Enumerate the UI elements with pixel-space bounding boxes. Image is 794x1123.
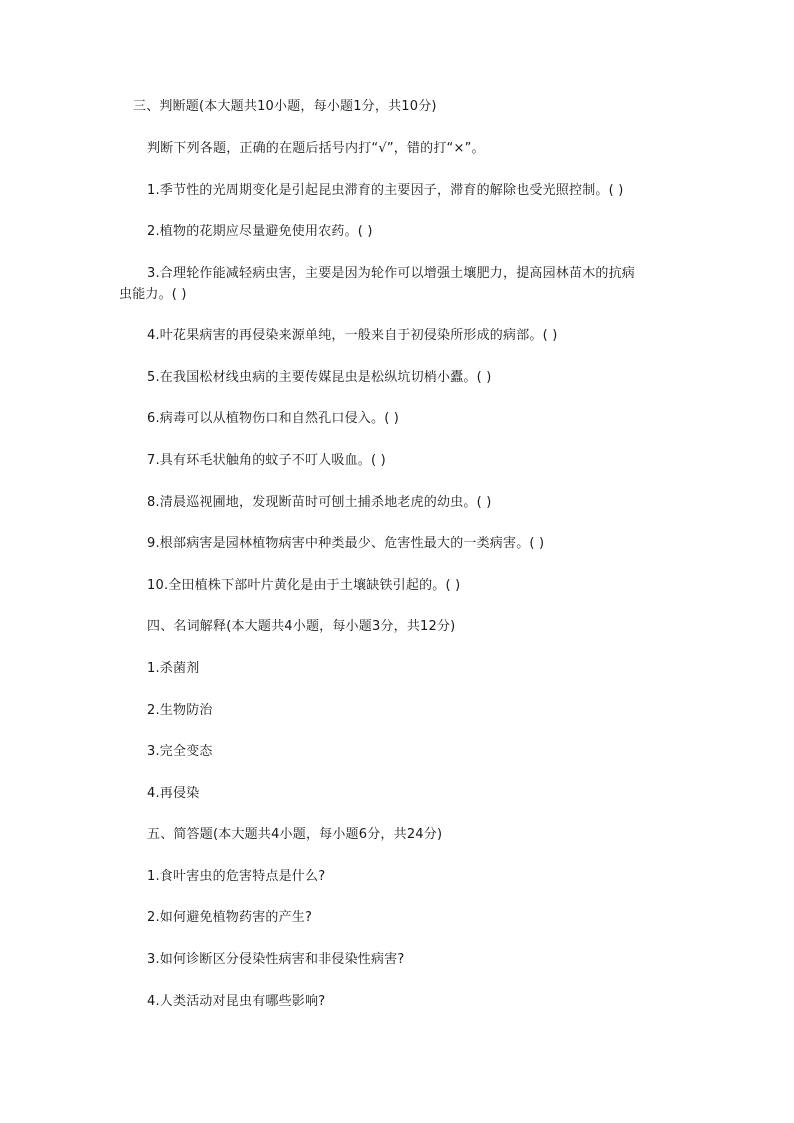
judge-question-3-line-1: 3.合理轮作能减轻病虫害，主要是因为轮作可以增强土壤肥力，提高园林苗木的抗病 (147, 266, 636, 281)
short-answer-3: 3.如何诊断区分侵染性病害和非侵染性病害? (147, 952, 405, 967)
judge-question-6: 6.病毒可以从植物伤口和自然孔口侵入。( ) (147, 411, 400, 426)
judge-question-5: 5.在我国松材线虫病的主要传媒昆虫是松纵坑切梢小蠹。( ) (147, 370, 492, 385)
judge-question-3-line-2: 虫能力。( ) (119, 287, 187, 302)
judge-question-9: 9.根部病害是园林植物病害中种类最少、危害性最大的一类病害。( ) (147, 536, 545, 551)
term-2: 2.生物防治 (147, 703, 213, 718)
judge-question-10: 10.全田植株下部叶片黄化是由于土壤缺铁引起的。( ) (147, 578, 461, 593)
judge-question-8: 8.清晨巡视圃地，发现断苗时可刨土捕杀地老虎的幼虫。( ) (147, 495, 492, 510)
judge-question-4: 4.叶花果病害的再侵染来源单纯，一般来自于初侵染所形成的病部。( ) (147, 328, 558, 343)
short-answer-1: 1.食叶害虫的危害特点是什么? (147, 869, 326, 884)
judge-question-2: 2.植物的花期应尽量避免使用农药。( ) (147, 224, 373, 239)
short-answer-2: 2.如何避免植物药害的产生? (147, 910, 313, 925)
section-3-heading: 三、判断题(本大题共10小题，每小题1分，共10分) (133, 99, 437, 114)
term-4: 4.再侵染 (147, 786, 200, 801)
section-4-heading: 四、名词解释(本大题共4小题，每小题3分，共12分) (147, 619, 456, 634)
section-5-heading: 五、简答题(本大题共4小题，每小题6分，共24分) (147, 827, 443, 842)
judge-question-1: 1.季节性的光周期变化是引起昆虫滞育的主要因子，滞育的解除也受光照控制。( ) (147, 183, 624, 198)
term-1: 1.杀菌剂 (147, 661, 200, 676)
section-3-instruction: 判断下列各题，正确的在题后括号内打“√”，错的打“×”。 (147, 141, 485, 156)
term-3: 3.完全变态 (147, 744, 213, 759)
judge-question-7: 7.具有环毛状触角的蚊子不叮人吸血。( ) (147, 453, 386, 468)
short-answer-4: 4.人类活动对昆虫有哪些影响? (147, 994, 326, 1009)
